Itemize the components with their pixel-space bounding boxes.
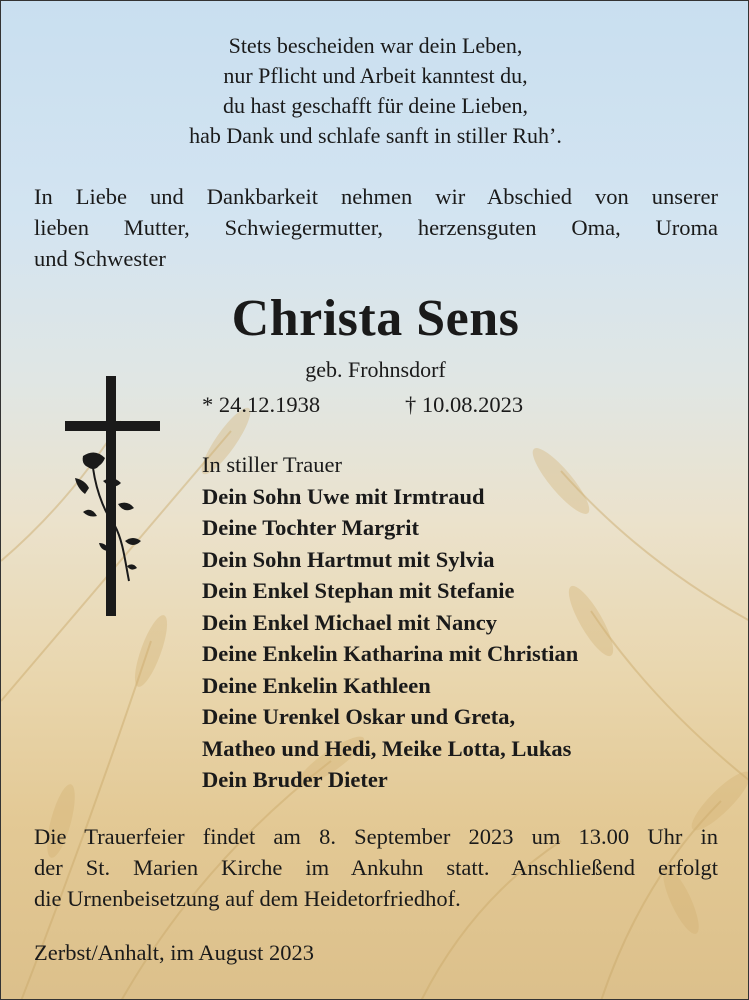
poem-line: hab Dank und schlafe sanft in stiller Ruh’.	[189, 123, 562, 148]
mourner-line: Dein Sohn Uwe mit Irmtraud	[202, 483, 485, 509]
ceremony-info	[34, 821, 718, 914]
ceremony-line: die Urnenbeisetzung auf dem Heidetorfriedhof.	[34, 886, 461, 911]
intro-line: lieben Mutter, Schwiegermutter, herzensguten Oma, Uroma	[34, 215, 718, 240]
death-date: † 10.08.2023	[405, 392, 524, 417]
birth-date: * 24.12.1938	[202, 392, 321, 417]
birth-name: geb. Frohnsdorf	[305, 357, 446, 382]
mourner-line: Deine Urenkel Oskar und Greta,	[202, 704, 516, 729]
poem	[1, 31, 749, 151]
mourner-line: Deine Tochter Margrit	[202, 515, 420, 540]
place-and-date: Zerbst/Anhalt, im August 2023	[34, 940, 314, 965]
mourners-heading: In stiller Trauer	[202, 452, 342, 477]
poem-line: nur Pflicht und Arbeit kanntest du,	[223, 63, 528, 88]
intro-line: In Liebe und Dankbarkeit nehmen wir Abschied von unserer	[34, 184, 718, 209]
poem-line: Stets bescheiden war dein Leben,	[228, 33, 523, 58]
mourner-line: Matheo und Hedi, Meike Lotta, Lukas	[202, 735, 572, 761]
cross-with-rose-icon	[63, 376, 163, 621]
mourner-line: Dein Enkel Stephan mit Stefanie	[202, 578, 515, 603]
mourner-line: Dein Bruder Dieter	[202, 767, 388, 792]
mourner-line: Dein Enkel Michael mit Nancy	[202, 609, 497, 635]
mourner-line: Deine Enkelin Katharina mit Christian	[202, 641, 579, 666]
intro-text	[34, 181, 718, 274]
intro-line: und Schwester	[34, 246, 166, 271]
mourner-line: Dein Sohn Hartmut mit Sylvia	[202, 546, 495, 572]
deceased-name: Christa Sens	[231, 290, 520, 347]
ceremony-line: Die Trauerfeier findet am 8. September 2023 um 13.00 Uhr in	[34, 824, 718, 849]
mourners-list	[202, 449, 578, 796]
ceremony-line: der St. Marien Kirche im Ankuhn statt. Anschließend erfolgt	[34, 855, 718, 880]
poem-line: du hast geschafft für deine Lieben,	[222, 93, 529, 118]
mourner-line: Deine Enkelin Kathleen	[202, 672, 431, 698]
